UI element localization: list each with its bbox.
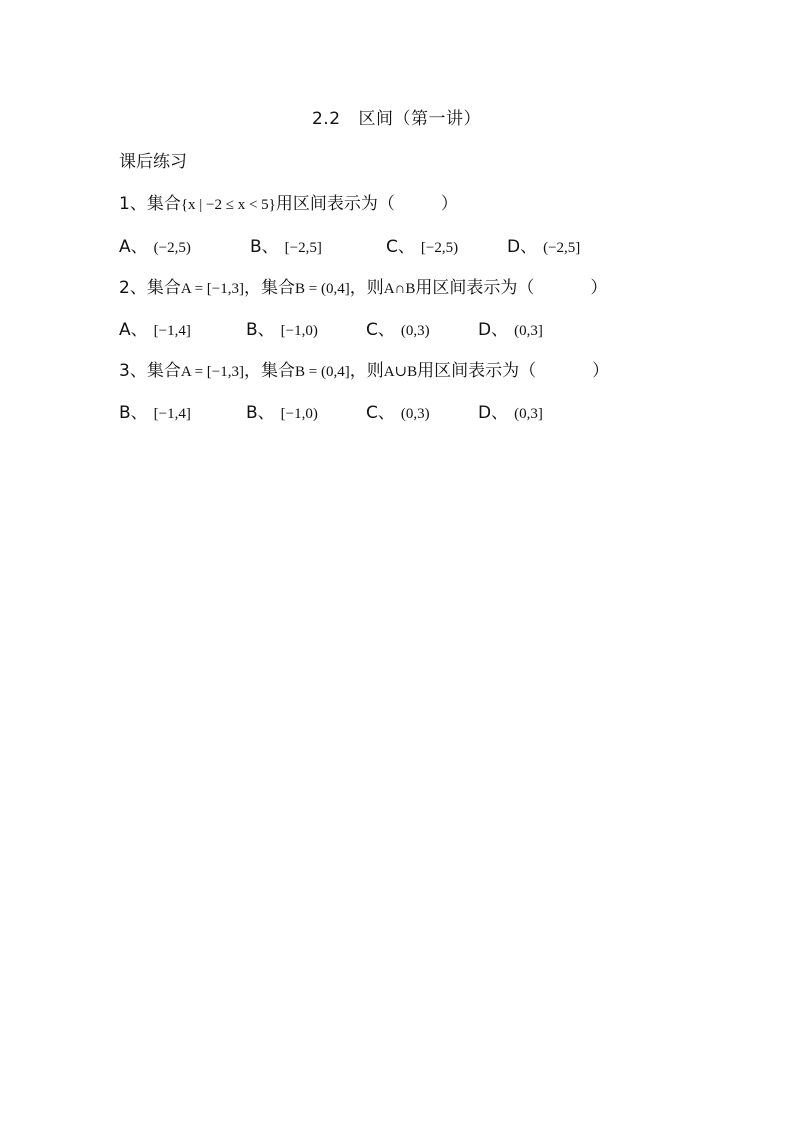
question-number: 3、 bbox=[119, 361, 147, 381]
option-value: (0,3] bbox=[514, 323, 543, 339]
question-text: 集合 bbox=[146, 278, 181, 298]
option-value: (0,3) bbox=[400, 406, 430, 422]
question-2 bbox=[119, 273, 607, 298]
option-value: (0,3) bbox=[400, 323, 430, 339]
option-letter: A、 bbox=[119, 237, 148, 257]
option-value: (0,3] bbox=[514, 406, 543, 422]
option-value: [−1,0) bbox=[280, 406, 318, 422]
option-2d bbox=[478, 315, 543, 340]
question-stem-suffix: 用区间表示为（ bbox=[275, 194, 395, 214]
option-1d bbox=[507, 232, 580, 257]
question-stem-suffix: 用区间表示为（ bbox=[415, 278, 535, 298]
option-3b bbox=[246, 398, 318, 423]
option-value: [−1,4] bbox=[153, 323, 191, 339]
option-value: [−2,5) bbox=[420, 240, 459, 256]
page-title bbox=[0, 104, 793, 129]
question-1 bbox=[119, 189, 458, 214]
question-number: 1、 bbox=[119, 194, 147, 214]
option-letter: B、 bbox=[250, 237, 279, 257]
question-text: 集合 bbox=[146, 361, 181, 381]
option-letter: C、 bbox=[386, 237, 415, 257]
option-value: [−1,4] bbox=[153, 406, 191, 422]
option-2c bbox=[366, 315, 430, 340]
option-1c bbox=[386, 232, 458, 257]
set-expression: {x | −2 ≤ x < 5} bbox=[180, 197, 276, 213]
option-value: (−2,5) bbox=[153, 240, 191, 256]
question-number: 2、 bbox=[119, 278, 147, 298]
question-stem-prefix: 集合 bbox=[146, 194, 181, 214]
option-value: [−2,5] bbox=[284, 240, 322, 256]
question-text: ，则 bbox=[349, 361, 384, 381]
option-letter: C、 bbox=[366, 403, 395, 423]
set-operation: A∪B bbox=[383, 364, 418, 380]
option-letter: D、 bbox=[507, 237, 538, 257]
close-paren: ） bbox=[440, 194, 458, 214]
question-3 bbox=[119, 356, 609, 381]
question-stem-suffix: 用区间表示为（ bbox=[417, 361, 537, 381]
option-letter: B、 bbox=[246, 403, 275, 423]
option-1b bbox=[250, 232, 322, 257]
option-letter: A、 bbox=[119, 320, 148, 340]
set-a-expression: A = [−1,3] bbox=[180, 364, 244, 380]
close-paren: ） bbox=[590, 278, 608, 298]
option-letter: C、 bbox=[366, 320, 395, 340]
option-letter: B、 bbox=[246, 320, 275, 340]
option-3d bbox=[478, 398, 543, 423]
option-3c bbox=[366, 398, 430, 423]
option-value: [−1,0) bbox=[280, 323, 318, 339]
option-2b bbox=[246, 315, 318, 340]
title-text: 区间（第一讲） bbox=[358, 109, 482, 129]
set-a-expression: A = [−1,3] bbox=[180, 281, 244, 297]
set-operation: A∩B bbox=[383, 281, 416, 297]
option-1a bbox=[119, 232, 191, 257]
question-text: ，则 bbox=[349, 278, 384, 298]
option-letter: B、 bbox=[119, 403, 148, 423]
option-letter: D、 bbox=[478, 403, 509, 423]
set-b-expression: B = (0,4] bbox=[295, 281, 350, 297]
section-label: 课后练习 bbox=[119, 152, 187, 172]
option-letter: D、 bbox=[478, 320, 509, 340]
question-text: ，集合 bbox=[244, 278, 295, 298]
option-value: (−2,5] bbox=[543, 240, 581, 256]
option-3a bbox=[119, 398, 191, 423]
set-b-expression: B = (0,4] bbox=[295, 364, 350, 380]
question-text: ，集合 bbox=[244, 361, 295, 381]
option-2a bbox=[119, 315, 191, 340]
close-paren: ） bbox=[592, 361, 610, 381]
title-number: 2.2 bbox=[311, 109, 341, 129]
